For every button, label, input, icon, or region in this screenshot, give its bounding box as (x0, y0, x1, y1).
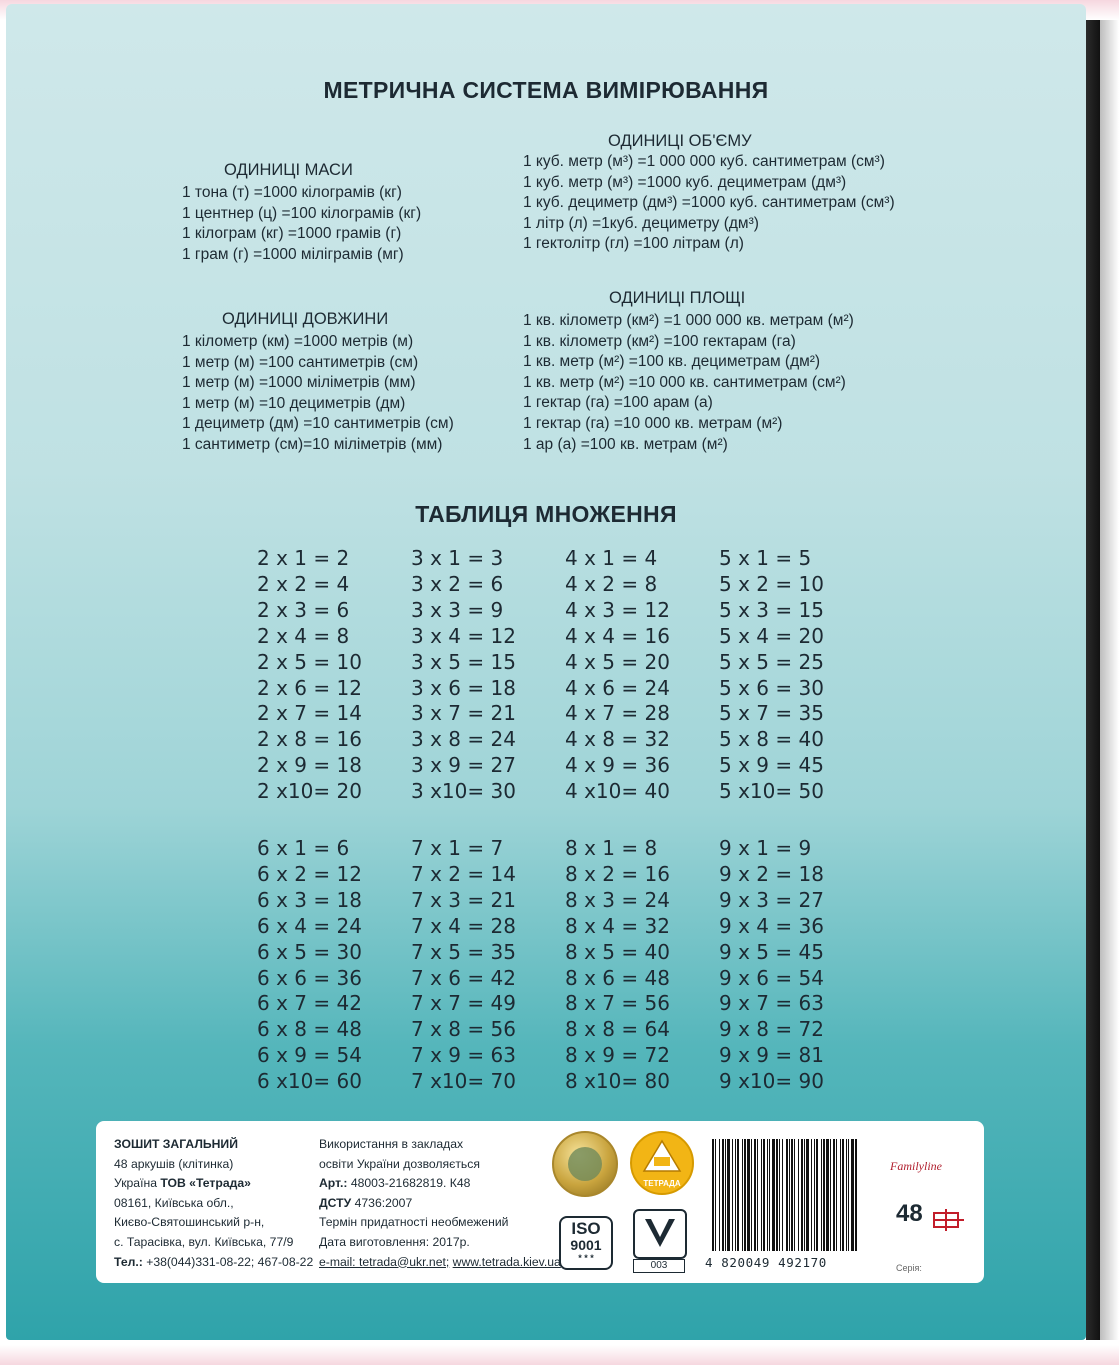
multiplication-row: 9 x 5 = 45 (719, 939, 824, 964)
multiplication-row: 8 x 9 = 72 (565, 1043, 670, 1068)
multiplication-row: 2 x 5 = 10 (257, 649, 362, 674)
multiplication-row: 4 x 7 = 28 (565, 701, 670, 726)
multiplication-row: 6 x10= 60 (257, 1069, 362, 1094)
multiplication-row: 7 x10= 70 (411, 1069, 516, 1094)
tel-label: Тел.: (114, 1254, 143, 1269)
barcode-bar (719, 1139, 720, 1251)
multiplication-row: 2 x 9 = 18 (257, 753, 362, 778)
multiplication-row: 8 x 3 = 24 (565, 887, 670, 912)
multiplication-row: 2 x 6 = 12 (257, 675, 362, 700)
mass-line: 1 тона (т) =1000 кілограмів (кг) (182, 184, 402, 201)
barcode-bar (757, 1139, 758, 1251)
mass-line: 1 грам (г) =1000 міліграмів (мг) (182, 245, 404, 263)
multiplication-column-2 (257, 546, 362, 805)
multiplication-column-8 (565, 836, 670, 1095)
multiplication-row: 7 x 9 = 63 (411, 1043, 516, 1068)
multiplication-row: 9 x 1 = 9 (719, 836, 812, 860)
barcode-bar (804, 1139, 805, 1251)
barcode-bar (823, 1139, 825, 1251)
dstu-standard: 4736:2007 (354, 1195, 413, 1210)
multiplication-row: 5 x 4 = 20 (719, 623, 824, 648)
multiplication-row: 4 x 2 = 8 (565, 571, 658, 596)
area-line: 1 кв. метр (м²) =100 кв. дециметрам (дм²) (523, 353, 821, 371)
multiplication-row: 9 x 2 = 18 (719, 861, 824, 886)
conformity-code: 003 (633, 1259, 685, 1273)
multiplication-row: 8 x 8 = 64 (565, 1017, 670, 1042)
length-line: 1 метр (м) =100 сантиметрів (см) (182, 353, 419, 371)
barcode-bar (735, 1139, 736, 1251)
multiplication-row: 9 x10= 90 (719, 1069, 824, 1094)
multiplication-row: 5 x 9 = 45 (719, 753, 824, 778)
volume-line: 1 куб. дециметр (дм³) =1000 куб. сантиметрам (см³) (523, 194, 895, 212)
mass-line: 1 центнер (ц) =100 кілограмів (кг) (182, 204, 422, 222)
tetrada-triangle-icon (642, 1139, 682, 1175)
multiplication-row: 4 x 3 = 12 (565, 597, 670, 622)
multiplication-row: 7 x 6 = 42 (411, 965, 516, 990)
barcode-bar (791, 1139, 793, 1251)
address-line-2: Києво-Святошинський р-н, (114, 1215, 265, 1230)
multiplication-row: 8 x10= 80 (565, 1069, 670, 1094)
barcode-icon (710, 1139, 860, 1251)
multiplication-row: 9 x 6 = 54 (719, 965, 824, 990)
mass-units-header: ОДИНИЦІ МАСИ (224, 161, 353, 179)
product-info (319, 1135, 561, 1272)
multiplication-row: 5 x 3 = 15 (719, 597, 824, 622)
multiplication-row: 8 x 2 = 16 (565, 861, 670, 886)
multiplication-row: 7 x 4 = 28 (411, 913, 516, 938)
telephone: +38(044)331-08-22; 467-08-22 (146, 1254, 314, 1269)
page-count-badge: 48 (896, 1200, 923, 1227)
iso-certification-icon (559, 1216, 613, 1270)
barcode-bar (732, 1139, 733, 1251)
tetrada-logo-text: ТЕТРАДА (643, 1179, 681, 1188)
area-line: 1 кв. метр (м²) =10 000 кв. сантиметрам (см²) (523, 373, 846, 391)
brand-logo: Familyline (890, 1159, 942, 1173)
multiplication-row: 3 x 6 = 18 (411, 675, 516, 700)
area-units-lines (523, 311, 854, 455)
area-line: 1 кв. кілометр (км²) =1 000 000 кв. метрам (м²) (523, 312, 854, 329)
multiplication-row: 6 x 1 = 6 (257, 836, 350, 860)
product-title: ЗОШИТ ЗАГАЛЬНИЙ (114, 1137, 238, 1151)
multiplication-row: 7 x 8 = 56 (411, 1017, 516, 1042)
multiplication-row: 3 x 9 = 27 (411, 753, 516, 778)
barcode-bar (763, 1139, 765, 1251)
multiplication-row: 7 x 3 = 21 (411, 887, 516, 912)
barcode-bar (840, 1139, 841, 1251)
conformity-symbol-icon (635, 1211, 685, 1257)
multiplication-row: 2 x 3 = 6 (257, 597, 350, 622)
multiplication-row: 5 x10= 50 (719, 779, 824, 804)
multiplication-row: 6 x 5 = 30 (257, 939, 362, 964)
conformity-mark-icon (633, 1209, 687, 1259)
mass-line: 1 кілограм (кг) =1000 грамів (г) (182, 225, 402, 243)
barcode-bar (798, 1139, 799, 1251)
multiplication-row: 4 x 6 = 24 (565, 675, 670, 700)
barcode-bar (836, 1139, 837, 1251)
iso-stars: * * * (578, 1253, 594, 1263)
multiplication-row: 8 x 4 = 32 (565, 913, 670, 938)
manufacturer-info (114, 1135, 313, 1272)
quality-medal-icon (552, 1131, 618, 1197)
multiplication-column-5 (719, 546, 824, 805)
multiplication-row: 4 x 4 = 16 (565, 623, 670, 648)
multiplication-row: 2 x 4 = 8 (257, 623, 350, 648)
multiplication-row: 9 x 9 = 81 (719, 1043, 824, 1068)
multiplication-row: 2 x 7 = 14 (257, 701, 362, 726)
barcode-bar (715, 1139, 716, 1251)
volume-units-header: ОДИНИЦІ ОБ'ЄМУ (608, 132, 752, 150)
multiplication-column-3 (411, 546, 516, 805)
barcode-bar (725, 1139, 726, 1251)
multiplication-row: 7 x 2 = 14 (411, 861, 516, 886)
barcode-bar (801, 1139, 803, 1251)
multiplication-row: 8 x 5 = 40 (565, 939, 670, 964)
area-line: 1 гектар (га) =100 арам (а) (523, 394, 713, 412)
bottom-shadow (0, 1345, 1119, 1365)
multiplication-row: 2 x 2 = 4 (257, 571, 350, 596)
shelf-life: Термін придатності необмежений (319, 1215, 509, 1230)
country: Україна (114, 1176, 157, 1191)
barcode-bar (842, 1139, 844, 1251)
multiplication-row: 6 x 3 = 18 (257, 887, 362, 912)
multiplication-row: 5 x 5 = 25 (719, 649, 824, 674)
multiplication-row: 8 x 1 = 8 (565, 836, 658, 860)
address-line-3: с. Тарасівка, вул. Київська, 77/9 (114, 1234, 294, 1249)
barcode-number: 4 820049 492170 (705, 1255, 827, 1270)
medal-emblem (568, 1147, 602, 1181)
barcode-bar (806, 1139, 809, 1251)
mass-units-lines (182, 183, 421, 265)
barcode-bar (779, 1139, 780, 1251)
volume-units-block (608, 131, 752, 153)
barcode-bar (826, 1139, 829, 1251)
area-line: 1 ар (а) =100 кв. метрам (м²) (523, 435, 728, 453)
barcode-bar (754, 1139, 756, 1251)
multiplication-row: 3 x 8 = 24 (411, 727, 516, 752)
multiplication-row: 3 x10= 30 (411, 779, 516, 804)
barcode-bar (846, 1139, 847, 1251)
barcode-bar (769, 1139, 770, 1251)
usage-line-1: Використання в закладах (319, 1137, 464, 1151)
company-name: ТОВ «Тетрада» (160, 1176, 251, 1191)
barcode-bar (761, 1139, 762, 1251)
multiplication-row: 3 x 5 = 15 (411, 649, 516, 674)
multiplication-row: 7 x 1 = 7 (411, 836, 504, 860)
series-label: Серія: (896, 1263, 922, 1273)
volume-line: 1 літр (л) =1куб. дециметру (дм³) (523, 214, 759, 232)
website-link[interactable]: www.tetrada.kiev.ua (452, 1254, 561, 1269)
barcode-bar (772, 1139, 775, 1251)
multiplication-row: 3 x 7 = 21 (411, 701, 516, 726)
multiplication-row: 9 x 4 = 36 (719, 913, 824, 938)
multiplication-row: 3 x 4 = 12 (411, 623, 516, 648)
multiplication-row: 2 x 8 = 16 (257, 727, 362, 752)
barcode-bar (833, 1139, 835, 1251)
barcode-bar (789, 1139, 790, 1251)
multiplication-column-9 (719, 836, 824, 1095)
barcode-bar (848, 1139, 849, 1251)
barcode-bar (742, 1139, 743, 1251)
notebook-spine (1086, 20, 1100, 1340)
barcode-bar (811, 1139, 812, 1251)
multiplication-column-7 (411, 836, 516, 1095)
volume-line: 1 куб. метр (м³) =1 000 000 куб. сантиметрам (см³) (523, 153, 885, 170)
multiplication-column-6 (257, 836, 362, 1095)
multiplication-row: 5 x 8 = 40 (719, 727, 824, 752)
manufacture-date: Дата виготовлення: 2017р. (319, 1234, 470, 1249)
multiplication-row: 6 x 2 = 12 (257, 861, 362, 886)
length-line: 1 метр (м) =1000 міліметрів (мм) (182, 374, 416, 392)
barcode-bar (744, 1139, 746, 1251)
spine-shadow (1100, 20, 1119, 1340)
grid-notebook-icon (932, 1207, 966, 1233)
multiplication-row: 5 x 1 = 5 (719, 546, 812, 570)
multiplication-row: 6 x 8 = 48 (257, 1017, 362, 1042)
barcode-bar (794, 1139, 795, 1251)
area-units-block (609, 288, 745, 310)
volume-line: 1 гектолітр (гл) =100 літрам (л) (523, 235, 744, 253)
barcode-bar (814, 1139, 815, 1251)
length-line: 1 метр (м) =10 дециметрів (дм) (182, 394, 406, 412)
multiplication-row: 4 x 5 = 20 (565, 649, 670, 674)
multiplication-row: 8 x 6 = 48 (565, 965, 670, 990)
barcode-bar (727, 1139, 730, 1251)
multiplication-row: 7 x 5 = 35 (411, 939, 516, 964)
barcode-bar (722, 1139, 724, 1251)
article-number: 48003-21682819. К48 (350, 1176, 471, 1191)
multiplication-row: 4 x 9 = 36 (565, 753, 670, 778)
length-line: 1 сантиметр (см)=10 міліметрів (мм) (182, 435, 443, 453)
volume-line: 1 куб. метр (м³) =1000 куб. дециметрам (дм³) (523, 173, 847, 191)
dstu-label: ДСТУ (319, 1195, 352, 1210)
multiplication-row: 6 x 7 = 42 (257, 991, 362, 1016)
barcode-bar (712, 1139, 714, 1251)
multiplication-row: 9 x 3 = 27 (719, 887, 824, 912)
barcode-bar (855, 1139, 857, 1251)
multiplication-row: 2 x 1 = 2 (257, 546, 350, 570)
multiplication-row: 3 x 1 = 3 (411, 546, 504, 570)
multiplication-column-4 (565, 546, 670, 805)
length-line: 1 дециметр (дм) =10 сантиметрів (см) (182, 415, 454, 433)
barcode-bar (767, 1139, 768, 1251)
barcode-bar (851, 1139, 854, 1251)
area-units-header: ОДИНИЦІ ПЛОЩІ (609, 289, 746, 307)
address-line-1: 08161, Київська обл., (114, 1195, 234, 1210)
multiplication-row: 6 x 6 = 36 (257, 965, 362, 990)
multiplication-row: 6 x 9 = 54 (257, 1043, 362, 1068)
multiplication-row: 9 x 8 = 72 (719, 1017, 824, 1042)
multiplication-row: 3 x 3 = 9 (411, 597, 504, 622)
email-link[interactable]: e-mail: tetrada@ukr.net; (319, 1254, 450, 1269)
barcode-bar (782, 1139, 783, 1251)
multiplication-row: 5 x 6 = 30 (719, 675, 824, 700)
barcode-bar (737, 1139, 739, 1251)
multiplication-row: 7 x 7 = 49 (411, 991, 516, 1016)
iso-number: 9001 (570, 1237, 602, 1253)
multiplication-row: 6 x 4 = 24 (257, 913, 362, 938)
multiplication-row: 5 x 2 = 10 (719, 571, 824, 596)
barcode-bar (786, 1139, 788, 1251)
length-units-lines (182, 332, 454, 456)
length-units-block (222, 309, 388, 331)
multiplication-row: 4 x10= 40 (565, 779, 670, 804)
area-line: 1 кв. кілометр (км²) =100 гектарам (га) (523, 332, 796, 350)
multiplication-row: 5 x 7 = 35 (719, 701, 824, 726)
barcode-bar (776, 1139, 778, 1251)
length-units-header: ОДИНИЦІ ДОВЖИНИ (222, 310, 389, 328)
footer-info-panel (96, 1121, 984, 1283)
multiplication-row: 4 x 1 = 4 (565, 546, 658, 570)
multiplication-row: 2 x10= 20 (257, 779, 362, 804)
barcode-bar (821, 1139, 822, 1251)
barcode-bar (816, 1139, 818, 1251)
length-line: 1 кілометр (км) =1000 метрів (м) (182, 333, 414, 350)
area-line: 1 гектар (га) =10 000 кв. метрам (м²) (523, 414, 783, 432)
sheets-count: 48 аркушів (клітинка) (114, 1156, 234, 1171)
art-label: Арт.: (319, 1176, 348, 1191)
volume-units-lines (523, 152, 895, 255)
tetrada-logo-icon (630, 1131, 694, 1195)
multiplication-row: 9 x 7 = 63 (719, 991, 824, 1016)
metric-title: МЕТРИЧНА СИСТЕМА ВИМІРЮВАННЯ (323, 77, 769, 103)
multiplication-row: 4 x 8 = 32 (565, 727, 670, 752)
barcode-bar (747, 1139, 750, 1251)
usage-line-2: освіти України дозволяється (319, 1156, 480, 1171)
mass-units-block (222, 160, 353, 182)
multiplication-row: 8 x 7 = 56 (565, 991, 670, 1016)
multiplication-row: 3 x 2 = 6 (411, 571, 504, 596)
multiplication-title: ТАБЛИЦЯ МНОЖЕННЯ (415, 501, 677, 527)
barcode-bar (830, 1139, 831, 1251)
barcode-bar (751, 1139, 752, 1251)
iso-label: ISO (571, 1219, 601, 1238)
